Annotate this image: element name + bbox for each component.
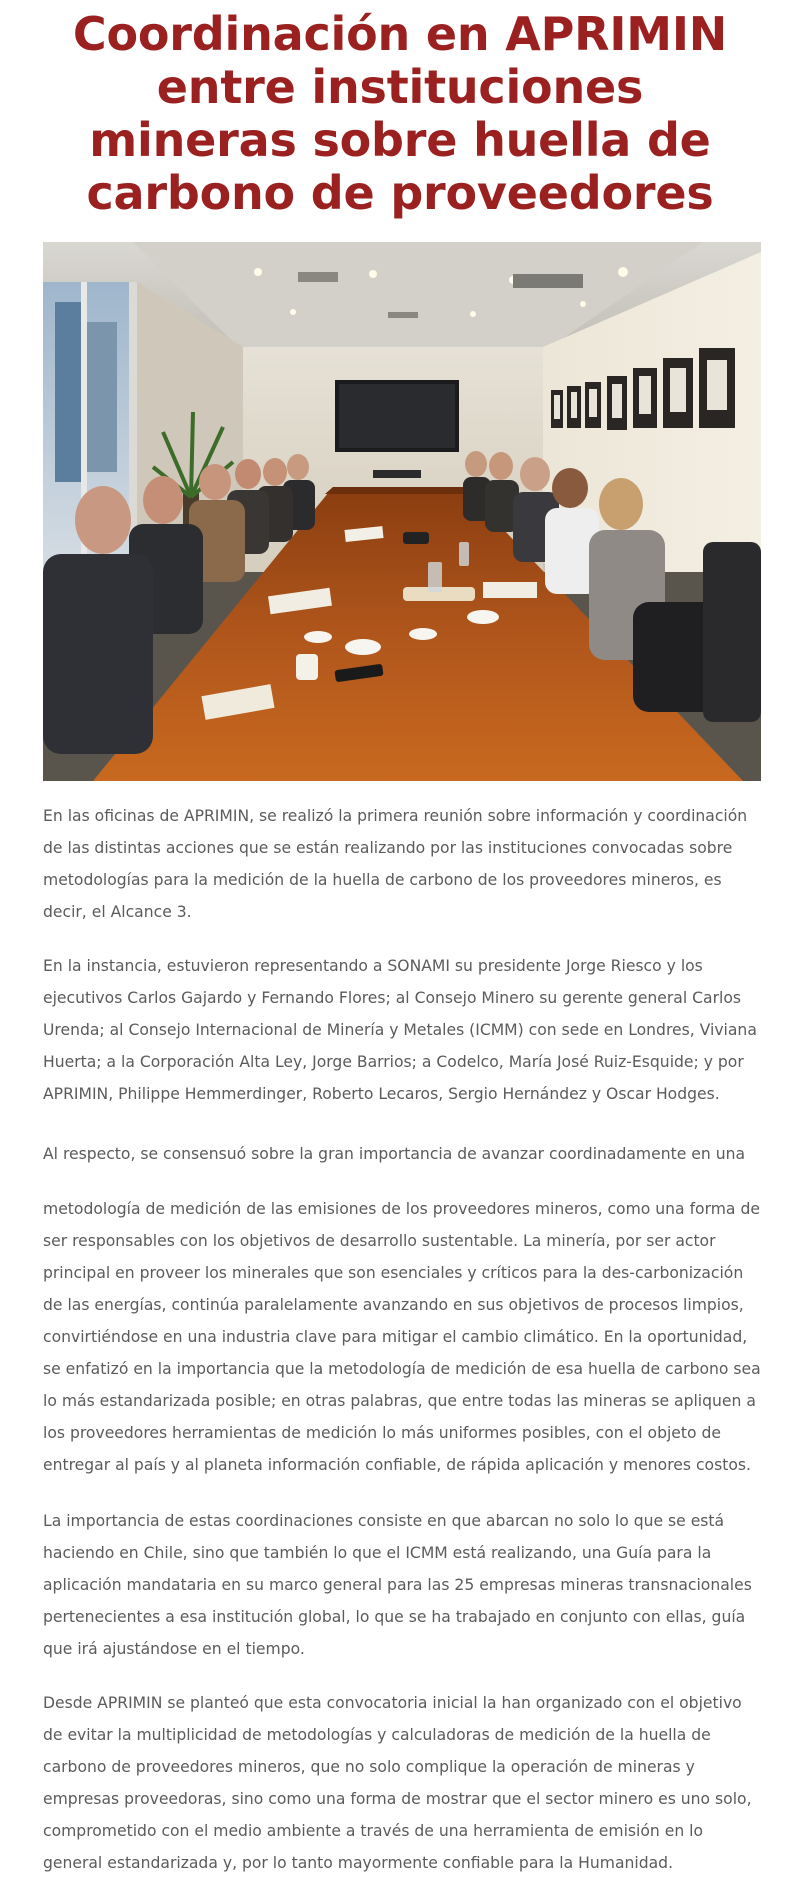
paragraph-methodology: metodología de medición de las emisiones de los proveedores mineros, como una forma de ser responsables con los objetivos de desarrollo sustentable. La minería, por ser actor principal en proveer los minerales que son esenciales y críticos para la des-carbonización de las energías, continúa paralelamente avanzando en sus objetivos de procesos limpios, convirtiéndose en una industria clave para mitigar el cambio climático. En la oportunidad, se enfatizó en la importancia que la metodología de medición de esa huella de carbono sea lo más estandarizada posible; en otras palabras, que entre todas las mineras se apliquen a los proveedores herramientas de medición lo más uniformes posibles, con el objeto de entregar al país y al planeta información confiable, de rápida aplicación y menores costos.: [43, 1200, 761, 1474]
article-title: Coordinación en APRIMIN entre instituciones mineras sobre huella de carbono de proveedores: [72, 7, 728, 220]
paragraph-consensus: Al respecto, se consensuó sobre la gran importancia de avanzar coordinadamente en una: [43, 1145, 746, 1163]
meeting-photo: [43, 242, 761, 781]
paragraph-importance: La importancia de estas coordinaciones consiste en que abarcan no solo lo que se está haciendo en Chile, sino que también lo que el ICMM está realizando, una Guía para la aplicación mandataria en su marco general para las 25 empresas mineras transnacionales pertenecientes a esa institución global, lo que se ha trabajado en conjunto con ellas, guía que irá ajustándose en el tiempo.: [43, 1512, 752, 1658]
paragraph-attendees: En la instancia, estuvieron representando a SONAMI su presidente Jorge Riesco y los ejecutivos Carlos Gajardo y Fernando Flores; al Consejo Minero su gerente general Carlos Urenda; al Consejo Internacional de Minería y Metales (ICMM) con sede en Londres, Viviana Huerta; a la Corporación Alta Ley, Jorge Barrios; a Codelco, María José Ruiz-Esquide; y por APRIMIN, Philippe Hemmerdinger, Roberto Lecaros, Sergio Hernández y Oscar Hodges.: [43, 957, 757, 1103]
paragraph-aprimin-goal: Desde APRIMIN se planteó que esta convocatoria inicial la han organizado con el objetivo de evitar la multiplicidad de metodologías y calculadoras de medición de la huella de carbono de proveedores mineros, que no solo complique la operación de mineras y empresas proveedoras, sino como una forma de mostrar que el sector minero es uno solo, comprometido con el medio ambiente a través de una herramienta de emisión en lo general estandarizada y, por lo tanto mayormente confiable para la Humanidad.: [43, 1694, 752, 1872]
paragraph-intro: En las oficinas de APRIMIN, se realizó la primera reunión sobre información y coordinación de las distintas acciones que se están realizando por las instituciones convocadas sobre metodologías para la medición de la huella de carbono de los proveedores mineros, es decir, el Alcance 3.: [43, 807, 748, 921]
